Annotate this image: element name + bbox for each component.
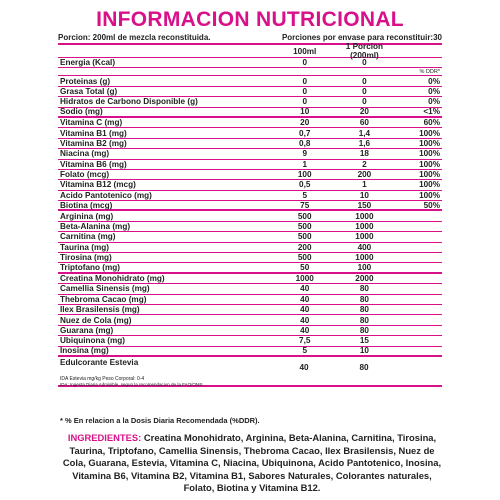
sweetener-fao-note: IDA: Ingesta Diaria Admisible, segun la recomendacion de la FAO/OMS <box>60 381 203 387</box>
ddr-footnote: * % En relacion a la Dosis Diaria Recomendada (%DDR). <box>60 416 260 425</box>
serving-info <box>58 33 442 42</box>
other-ingredients-section <box>58 274 442 357</box>
table-row: Vitamina B2 (mg) 0,8 1,6 100% <box>60 138 441 148</box>
sweetener-ida-note: IDA Estevia mg/kg Peso Corporal: 0-4 <box>60 375 145 382</box>
table-row: Proteinas (g) 0 0 0% <box>60 76 441 86</box>
table-row: Folato (mcg) 100 200 100% <box>60 170 441 180</box>
table-row: Ilex Brasilensis (mg) 40 80 <box>58 305 442 315</box>
table-row: Biotina (mcg) 75 150 50% <box>60 200 441 210</box>
table-row: Acido Pantotenico (mg) 5 10 100% <box>60 190 441 200</box>
table-row: Triptofano (mg) 50 100 <box>58 263 442 273</box>
table-row: Nuez de Cola (mg) 40 80 <box>58 315 442 325</box>
table-row: Carnitina (mg) 500 1000 <box>58 232 442 242</box>
vitamins-section <box>58 118 442 212</box>
table-row: Beta-Alanina (mg) 500 1000 <box>58 222 442 232</box>
column-header-100ml: 100ml <box>293 46 317 56</box>
table-row: Sodio (mg) 10 20 <1% <box>60 107 441 117</box>
serving-size: Porcion: 200ml de mezcla reconstituida. <box>58 33 211 42</box>
table-row: Guarana (mg) 40 80 <box>58 326 442 336</box>
sweetener-row: Edulcorante Estevia 40 80 IDA Estevia mg/kg Peso Corporal: 0-4 IDA: Ingesta Diaria Admisible, segun la recomendacion de la FAO/OMS <box>58 357 442 387</box>
table-row: Arginina (mg) 500 1000 <box>58 211 442 221</box>
table-row: Vitamina B1 (mg) 0,7 1,4 100% <box>60 128 441 138</box>
amino-acids-section <box>58 211 442 273</box>
table-header-row <box>58 42 442 60</box>
table-row: Niacina (mg) 9 18 100% <box>60 149 441 159</box>
sweetener-name: Edulcorante Estevia <box>60 357 139 367</box>
ingredients-list <box>60 432 444 495</box>
table-row: Grasa Total (g) 0 0 0% <box>60 86 441 96</box>
table-row: Vitamina B6 (mg) 1 2 100% <box>60 159 441 169</box>
page-title: INFORMACION NUTRICIONAL <box>96 8 404 31</box>
servings-per-container: Porciones por envase para reconstituir:30 <box>281 33 442 42</box>
table-row: Taurina (mg) 200 400 <box>58 243 442 253</box>
ingredients-label: INGREDIENTES: <box>67 432 142 443</box>
table-row: Hidratos de Carbono Disponible (g) 0 0 0% <box>60 97 441 107</box>
table-row: Tirosina (mg) 500 1000 <box>58 253 442 263</box>
macros-section <box>58 76 442 118</box>
table-row: Creatina Monohidrato (mg) 1000 2000 <box>58 274 442 284</box>
table-row: Camellia Sinensis (mg) 40 80 <box>58 284 442 294</box>
ddr-label: % DDR* <box>419 68 441 75</box>
table-row: Thebroma Cacao (mg) 40 80 <box>58 295 442 305</box>
column-header-portion: 1 Porcion (200ml) <box>345 42 384 60</box>
table-row: Vitamina B12 (mcg) 0,5 1 100% <box>60 180 441 190</box>
ddr-header-row <box>58 68 442 76</box>
table-row: Ubiquinona (mg) 7,5 15 <box>58 336 442 346</box>
ingredients-text: Creatina Monohidrato, Arginina, Beta-Alanina, Carnitina, Tirosina, Taurina, Triptofano, Camellia Sinensis, Thebroma Cacao, Ilex Brasilensis, Nuez de Cola, Guarana, Estevia, Vitamina C, Niacina, Ubiquinona, Acido Pantotenico, Inosina, Vitamina B6, Vitamina B2, Vitamina B1, Sabores Naturales, Colorantes naturales, Folato, Biotina y Vitamina B12. <box>62 432 442 493</box>
table-row: Inosina (mg) 5 10 <box>58 347 442 357</box>
nutrition-table <box>58 43 442 387</box>
table-row-energy: Energia (Kcal) 0 0 <box>58 58 442 68</box>
table-row: Vitamina C (mg) 20 60 60% <box>60 118 441 128</box>
